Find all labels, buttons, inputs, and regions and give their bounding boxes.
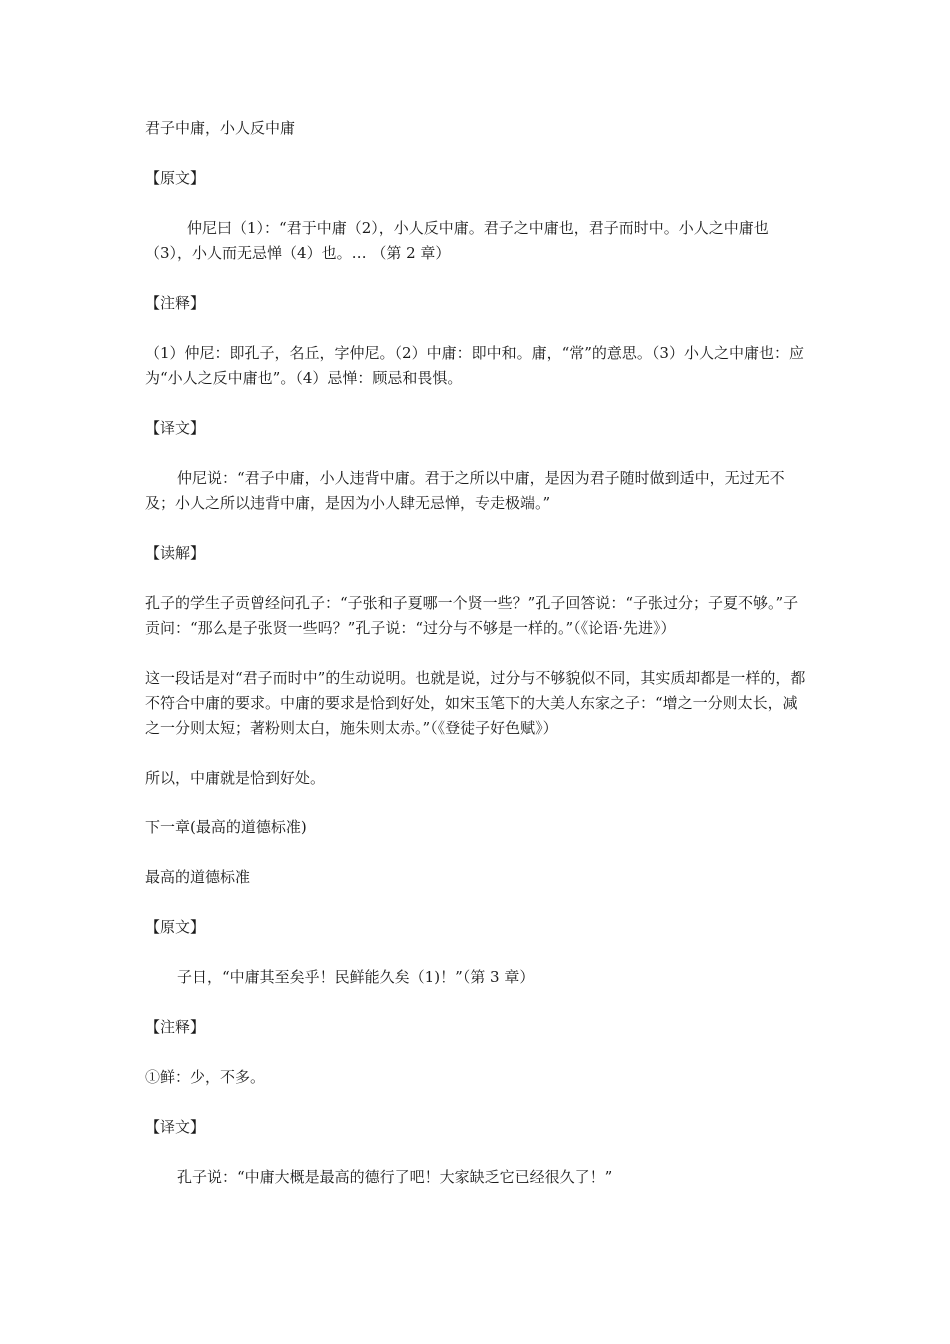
chapter-title: 最高的道德标准 (145, 868, 251, 886)
dujie-paragraph: 孔子的学生子贡曾经问孔子：“子张和子夏哪一个贤一些？”孔子回答说：“子张过分；子夏不够。”子贡问：“那么是子张贤一些吗？”孔子说：“过分与不够是一样的。”（《论语·先进》） (145, 594, 799, 637)
yuanwen-text: 仲尼曰（1）：“君于中庸（2），小人反中庸。君子之中庸也，君子而时中。小人之中庸也（3），小人而无忌惮（4）也。… （第 2 章） (145, 219, 769, 262)
zhushi-text: （1）仲尼：即孔子，名丘，字仲尼。（2）中庸：即中和。庸，“常”的意思。（3）小人之中庸也：应为“小人之反中庸也”。（4）忌惮：顾忌和畏惧。 (145, 344, 804, 387)
yiwen-text: 仲尼说：“君子中庸，小人违背中庸。君于之所以中庸，是因为君子随时做到适中，无过无不及；小人之所以违背中庸，是因为小人肆无忌惮，专走极端。” (145, 469, 785, 512)
section-heading-yiwen: 【译文】 (145, 419, 206, 437)
dujie-paragraph: 所以，中庸就是恰到好处。 (145, 769, 326, 787)
next-chapter-link[interactable]: 下一章(最高的道德标准) (145, 818, 307, 836)
zhushi-text: ①鲜：少，不多。 (145, 1068, 266, 1086)
section-heading-yuanwen: 【原文】 (145, 918, 206, 936)
yuanwen-text: 子日，“中庸其至矣乎！民鲜能久矣（1)！”（第 3 章） (177, 968, 535, 986)
section-heading-dujie: 【读解】 (145, 544, 206, 562)
section-heading-yuanwen: 【原文】 (145, 169, 206, 187)
yiwen-text: 孔子说：“中庸大概是最高的德行了吧！大家缺乏它已经很久了！” (177, 1168, 613, 1186)
dujie-paragraph: 这一段话是对“君子而时中”的生动说明。也就是说，过分与不够貌似不同，其实质却都是一样的，都不符合中庸的要求。中庸的要求是恰到好处，如宋玉笔下的大美人东家之子：“增之一分则太长，减之一分则太短；著粉则太白，施朱则太赤。”（《登徒子好色赋》） (145, 669, 806, 737)
section-heading-yiwen: 【译文】 (145, 1118, 206, 1136)
section-heading-zhushi: 【注释】 (145, 294, 206, 312)
chapter-title: 君子中庸，小人反中庸 (145, 119, 296, 137)
section-heading-zhushi: 【注释】 (145, 1018, 206, 1036)
